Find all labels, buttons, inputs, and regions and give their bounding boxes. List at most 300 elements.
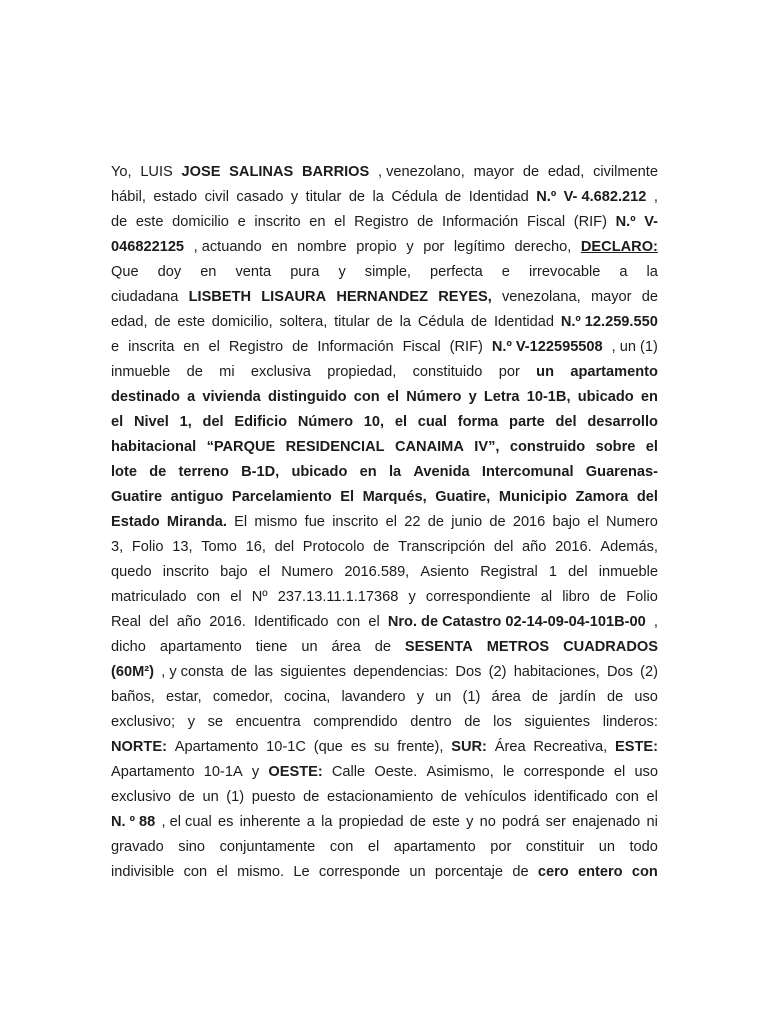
bold-text-segment: cero bbox=[537, 864, 569, 880]
bold-text-segment: apartamento bbox=[570, 364, 658, 380]
text-segment: exclusiva bbox=[250, 364, 311, 380]
text-segment: la bbox=[399, 314, 412, 330]
bold-text-segment: OESTE: bbox=[268, 764, 323, 780]
text-segment: mayor bbox=[590, 289, 632, 305]
text-line bbox=[111, 685, 658, 710]
text-segment: le bbox=[503, 764, 515, 780]
bold-text-segment: V- 4.682.212 bbox=[563, 189, 647, 205]
bold-text-segment: ubicado bbox=[577, 389, 634, 405]
text-segment: enajenado bbox=[572, 814, 641, 830]
text-segment: del bbox=[274, 539, 295, 555]
text-segment: es bbox=[218, 814, 234, 830]
text-segment: mayor bbox=[473, 164, 515, 180]
text-segment: de bbox=[292, 339, 309, 355]
text-line bbox=[111, 660, 658, 685]
bold-text-segment: y bbox=[468, 389, 477, 405]
bold-text-segment: habitacional bbox=[111, 439, 197, 455]
bold-text-segment: Avenida bbox=[413, 464, 470, 480]
text-segment: siguientes bbox=[524, 714, 591, 730]
bold-text-segment: ESTE: bbox=[615, 739, 658, 755]
text-segment: podrá bbox=[502, 814, 540, 830]
text-segment: 3, bbox=[111, 539, 124, 555]
bold-text-segment: sobre bbox=[595, 439, 636, 455]
text-segment: corresponde bbox=[318, 864, 401, 880]
text-segment: apartamento bbox=[393, 839, 476, 855]
text-segment: con bbox=[336, 614, 361, 630]
text-line bbox=[111, 510, 658, 535]
text-segment: Nº bbox=[251, 589, 268, 605]
text-segment: LUIS bbox=[140, 164, 173, 180]
text-segment: 16, bbox=[245, 539, 266, 555]
text-segment: del bbox=[149, 614, 169, 630]
text-segment: , el cual bbox=[161, 814, 212, 830]
text-segment: baños, bbox=[111, 689, 155, 705]
text-line bbox=[111, 235, 658, 260]
text-segment: (2) bbox=[640, 664, 658, 680]
bold-text-segment: del bbox=[555, 414, 577, 430]
text-line bbox=[111, 610, 658, 635]
bold-text-segment: NORTE: bbox=[111, 739, 167, 755]
text-segment: titular bbox=[334, 314, 370, 330]
bold-text-segment: REYES, bbox=[438, 289, 492, 305]
bold-text-segment: CANAIMA bbox=[394, 439, 464, 455]
bold-text-segment: forma bbox=[457, 414, 499, 430]
text-segment: uso bbox=[634, 764, 658, 780]
bold-text-segment: RESIDENCIAL bbox=[285, 439, 385, 455]
text-line bbox=[111, 535, 658, 560]
text-segment: Numero bbox=[606, 514, 658, 530]
text-segment: Registro bbox=[228, 339, 284, 355]
text-segment: sino bbox=[178, 839, 206, 855]
text-segment: nombre bbox=[297, 239, 347, 255]
text-segment: de bbox=[531, 689, 549, 705]
text-segment: por bbox=[498, 364, 520, 380]
bold-text-segment: V- bbox=[644, 214, 658, 230]
text-segment: Asimismo, bbox=[426, 764, 494, 780]
text-segment: uso bbox=[634, 689, 658, 705]
text-segment: de bbox=[512, 864, 529, 880]
bold-text-segment: BARRIOS bbox=[301, 164, 370, 180]
bold-text-segment: terreno bbox=[178, 464, 229, 480]
bold-text-segment: 10, bbox=[363, 414, 385, 430]
text-segment: edad, bbox=[111, 314, 148, 330]
bold-text-segment: del bbox=[202, 414, 224, 430]
bold-text-segment: N.º bbox=[615, 214, 636, 230]
text-segment: (RIF) bbox=[449, 339, 483, 355]
text-segment: indivisible bbox=[111, 864, 175, 880]
bold-text-segment: Letra bbox=[483, 389, 520, 405]
text-segment: frente), bbox=[397, 739, 444, 755]
bold-text-segment: Estado bbox=[111, 514, 160, 530]
text-segment: todo bbox=[629, 839, 658, 855]
text-segment: Real bbox=[111, 614, 142, 630]
text-segment: dentro bbox=[410, 714, 452, 730]
bold-text-segment: Miranda. bbox=[166, 514, 227, 530]
text-segment: el bbox=[613, 764, 626, 780]
text-segment: Identificado bbox=[253, 614, 329, 630]
text-segment: (1) bbox=[462, 689, 481, 705]
text-segment: un bbox=[202, 789, 219, 805]
text-segment: tiene bbox=[255, 639, 288, 655]
text-segment: (1) bbox=[226, 789, 245, 805]
text-segment: la bbox=[646, 264, 658, 280]
text-segment: Que bbox=[111, 264, 139, 280]
text-segment: inmueble bbox=[598, 564, 658, 580]
bold-text-segment: el bbox=[645, 439, 658, 455]
text-segment: Área bbox=[494, 739, 526, 755]
text-segment: corresponde bbox=[523, 764, 605, 780]
bold-text-segment: N.º 12.259.550 bbox=[560, 314, 658, 330]
text-segment: este bbox=[135, 214, 164, 230]
text-segment: de bbox=[376, 314, 393, 330]
text-line bbox=[111, 335, 658, 360]
text-segment: 10-1C bbox=[266, 739, 306, 755]
text-segment: casado bbox=[236, 189, 284, 205]
text-segment: estacionamiento bbox=[326, 789, 434, 805]
bold-text-segment: Parcelamiento bbox=[231, 489, 332, 505]
text-segment: ciudadana bbox=[111, 289, 179, 305]
text-segment: de bbox=[522, 164, 540, 180]
text-segment: 1 bbox=[548, 564, 558, 580]
text-segment: del bbox=[568, 564, 588, 580]
bold-text-segment: Intercomunal bbox=[481, 464, 574, 480]
text-segment: Información bbox=[317, 339, 394, 355]
text-segment: (que bbox=[313, 739, 343, 755]
text-segment: 10-1A bbox=[203, 764, 243, 780]
bold-text-segment: DECLARO: bbox=[580, 239, 658, 255]
text-segment: este bbox=[432, 814, 460, 830]
bold-text-segment: cual bbox=[417, 414, 447, 430]
text-segment: dicho bbox=[111, 639, 146, 655]
text-segment: civil bbox=[204, 189, 229, 205]
text-segment: la bbox=[321, 814, 333, 830]
text-segment: porcentaje bbox=[434, 864, 504, 880]
text-line bbox=[111, 385, 658, 410]
bold-text-segment: desarrollo bbox=[587, 414, 658, 430]
text-segment: con bbox=[329, 839, 354, 855]
text-segment: comprendido bbox=[313, 714, 398, 730]
text-segment: en bbox=[183, 339, 200, 355]
text-segment: de bbox=[154, 314, 171, 330]
text-segment: Yo, bbox=[111, 164, 132, 180]
text-segment: el bbox=[646, 789, 658, 805]
text-segment: libro bbox=[562, 589, 590, 605]
text-segment: Transcripción bbox=[398, 539, 486, 555]
bold-text-segment: un bbox=[536, 364, 555, 380]
text-segment: gravado bbox=[111, 839, 164, 855]
text-segment: puesto bbox=[251, 789, 296, 805]
text-segment: un bbox=[435, 689, 452, 705]
text-segment: el bbox=[367, 839, 380, 855]
text-segment: de bbox=[470, 314, 488, 330]
text-line bbox=[111, 435, 658, 460]
text-segment: inscrito bbox=[332, 514, 379, 530]
text-segment: conjuntamente bbox=[219, 839, 316, 855]
text-segment: de bbox=[111, 214, 128, 230]
text-segment: Apartamento bbox=[111, 764, 195, 780]
text-line bbox=[111, 160, 658, 185]
text-segment: , bbox=[653, 189, 658, 205]
text-segment: Fiscal bbox=[526, 214, 566, 230]
text-segment: domicilio bbox=[172, 214, 229, 230]
text-segment: e bbox=[237, 214, 246, 230]
text-segment: las bbox=[254, 664, 274, 680]
text-segment: propiedad, bbox=[327, 364, 397, 380]
text-segment: por bbox=[490, 839, 512, 855]
text-line bbox=[111, 310, 658, 335]
text-segment: los bbox=[493, 714, 512, 730]
text-segment: de bbox=[606, 689, 624, 705]
text-segment: matriculado bbox=[111, 589, 187, 605]
text-segment: y bbox=[408, 589, 416, 605]
text-segment: de bbox=[464, 714, 481, 730]
text-segment: constituir bbox=[525, 839, 585, 855]
bold-text-segment: con bbox=[631, 864, 658, 880]
text-segment: propio bbox=[356, 239, 397, 255]
text-segment: el bbox=[334, 214, 346, 230]
text-line bbox=[111, 810, 658, 835]
text-segment: mismo. bbox=[237, 864, 285, 880]
text-line bbox=[111, 835, 658, 860]
text-segment: de bbox=[641, 289, 658, 305]
text-line bbox=[111, 710, 658, 735]
text-segment: dependencias: bbox=[353, 664, 449, 680]
text-segment: e bbox=[111, 339, 120, 355]
text-segment: es bbox=[350, 739, 367, 755]
text-line bbox=[111, 635, 658, 660]
text-segment: Protocolo bbox=[302, 539, 365, 555]
text-segment: exclusivo bbox=[111, 789, 172, 805]
bold-text-segment: Guatire bbox=[111, 489, 163, 505]
text-line bbox=[111, 285, 658, 310]
text-segment: Folio bbox=[131, 539, 164, 555]
text-segment: inherente bbox=[239, 814, 301, 830]
bold-text-segment: CUADRADOS bbox=[563, 639, 658, 655]
text-segment: Fiscal bbox=[402, 339, 441, 355]
text-segment: Apartamento bbox=[174, 739, 259, 755]
bold-text-segment: antiguo bbox=[170, 489, 224, 505]
text-segment: (2) bbox=[488, 664, 507, 680]
text-segment: comedor, bbox=[212, 689, 273, 705]
text-segment: año bbox=[522, 539, 547, 555]
text-segment: área bbox=[491, 689, 521, 705]
bold-text-segment: Edificio bbox=[234, 414, 288, 430]
text-line bbox=[111, 485, 658, 510]
text-segment: e bbox=[501, 264, 510, 280]
text-segment: mi bbox=[219, 364, 235, 380]
text-line bbox=[111, 785, 658, 810]
bold-text-segment: El bbox=[340, 489, 355, 505]
text-segment: con bbox=[615, 789, 639, 805]
text-segment: Numero bbox=[281, 564, 334, 580]
text-segment: de bbox=[427, 514, 444, 530]
text-segment: y bbox=[187, 714, 195, 730]
bold-text-segment: parte bbox=[509, 414, 545, 430]
text-segment: linderos: bbox=[602, 714, 658, 730]
bold-text-segment: HERNANDEZ bbox=[336, 289, 428, 305]
text-segment: a bbox=[306, 814, 315, 830]
text-segment: y bbox=[416, 689, 424, 705]
text-segment: de bbox=[445, 189, 462, 205]
text-segment: con bbox=[183, 864, 208, 880]
text-segment: el bbox=[230, 589, 242, 605]
text-segment: vehículos bbox=[464, 789, 527, 805]
text-segment: pura bbox=[290, 264, 320, 280]
text-segment: de bbox=[230, 664, 248, 680]
text-line bbox=[111, 585, 658, 610]
text-segment: habitaciones, bbox=[513, 664, 600, 680]
bold-text-segment: ubicado bbox=[291, 464, 348, 480]
text-segment: 2016 bbox=[512, 514, 546, 530]
text-segment: de bbox=[186, 364, 203, 380]
text-segment: inmueble bbox=[111, 364, 171, 380]
text-segment: Registro bbox=[354, 214, 409, 230]
bold-text-segment: Zamora bbox=[575, 489, 629, 505]
text-segment: estar, bbox=[165, 689, 202, 705]
text-segment: Le bbox=[293, 864, 310, 880]
text-segment: no bbox=[479, 814, 496, 830]
bold-text-segment: entero bbox=[578, 864, 623, 880]
bold-text-segment: en bbox=[640, 389, 658, 405]
text-segment: , actuando bbox=[193, 239, 262, 255]
text-segment: y bbox=[251, 764, 260, 780]
text-segment: y bbox=[290, 189, 299, 205]
document-body bbox=[111, 160, 658, 885]
bold-text-segment: vivienda bbox=[202, 389, 261, 405]
text-segment: ser bbox=[545, 814, 566, 830]
bold-text-segment: el bbox=[111, 414, 124, 430]
text-segment: su bbox=[373, 739, 390, 755]
bold-text-segment: Marqués, bbox=[362, 489, 427, 505]
text-segment: , bbox=[653, 614, 658, 630]
text-segment: 2016. bbox=[209, 614, 246, 630]
text-segment: , un (1) bbox=[611, 339, 658, 355]
bold-text-segment: SUR: bbox=[451, 739, 487, 755]
text-segment: de bbox=[599, 589, 617, 605]
bold-text-segment: JOSE bbox=[181, 164, 221, 180]
text-segment: exclusivo; bbox=[111, 714, 176, 730]
text-segment: Además, bbox=[600, 539, 658, 555]
bold-text-segment: N.º bbox=[536, 189, 557, 205]
bold-text-segment: de bbox=[149, 464, 167, 480]
text-segment: al bbox=[540, 589, 553, 605]
text-segment: Información bbox=[442, 214, 519, 230]
text-line bbox=[111, 860, 658, 885]
text-line bbox=[111, 560, 658, 585]
text-segment: doy bbox=[157, 264, 182, 280]
text-segment: perfecta bbox=[430, 264, 483, 280]
text-segment: y bbox=[466, 814, 474, 830]
text-segment: Cédula bbox=[391, 189, 438, 205]
text-segment: junio bbox=[451, 514, 483, 530]
bold-text-segment: 1, bbox=[179, 414, 192, 430]
bold-text-segment: Nivel bbox=[133, 414, 169, 430]
bold-text-segment: distinguido bbox=[267, 389, 347, 405]
bold-text-segment: LISAURA bbox=[261, 289, 327, 305]
text-segment: de bbox=[303, 789, 320, 805]
text-segment: Asiento bbox=[420, 564, 470, 580]
bold-text-segment: SALINAS bbox=[229, 164, 294, 180]
bold-text-segment: Municipio bbox=[498, 489, 567, 505]
text-segment: Dos bbox=[606, 664, 633, 680]
bold-text-segment: LISBETH bbox=[188, 289, 252, 305]
text-segment: identificado bbox=[533, 789, 608, 805]
text-segment: Oeste. bbox=[374, 764, 418, 780]
text-segment: siguientes bbox=[280, 664, 346, 680]
text-segment: el bbox=[208, 339, 220, 355]
text-line bbox=[111, 735, 658, 760]
text-segment: de bbox=[409, 814, 427, 830]
text-segment: simple, bbox=[364, 264, 411, 280]
text-segment: Calle bbox=[331, 764, 366, 780]
text-segment: venta bbox=[235, 264, 272, 280]
text-segment: inscrito bbox=[162, 564, 209, 580]
text-segment: apartamento bbox=[159, 639, 242, 655]
bold-text-segment: 046822125 bbox=[111, 239, 185, 255]
text-line bbox=[111, 760, 658, 785]
text-segment: y bbox=[406, 239, 414, 255]
text-line bbox=[111, 460, 658, 485]
text-segment: irrevocable bbox=[528, 264, 601, 280]
text-segment: cocina, bbox=[284, 689, 331, 705]
text-segment: derecho, bbox=[514, 239, 572, 255]
text-segment: 22 bbox=[404, 514, 421, 530]
text-segment: titular bbox=[305, 189, 342, 205]
text-segment: , venezolano, bbox=[378, 164, 465, 180]
text-segment: Cédula bbox=[417, 314, 465, 330]
text-segment: bajo bbox=[552, 514, 581, 530]
bold-text-segment: Número bbox=[297, 414, 353, 430]
bold-text-segment: destinado bbox=[111, 389, 180, 405]
text-segment: lavandero bbox=[341, 689, 406, 705]
text-segment: por bbox=[423, 239, 445, 255]
text-segment: fue bbox=[304, 514, 325, 530]
text-segment: del bbox=[493, 539, 514, 555]
text-segment: civilmente bbox=[593, 164, 658, 180]
text-segment: El bbox=[234, 514, 248, 530]
text-segment: año bbox=[176, 614, 202, 630]
bold-text-segment: Número bbox=[406, 389, 462, 405]
text-segment: Registral bbox=[480, 564, 538, 580]
text-segment: de bbox=[417, 214, 434, 230]
text-line bbox=[111, 185, 658, 210]
text-segment: un bbox=[598, 839, 615, 855]
text-segment: este bbox=[177, 314, 205, 330]
bold-text-segment: a bbox=[187, 389, 196, 405]
text-segment: 2016.589, bbox=[344, 564, 410, 580]
text-segment: constituido bbox=[412, 364, 483, 380]
bold-text-segment: N.º V-122595508 bbox=[491, 339, 603, 355]
text-segment: de bbox=[178, 789, 195, 805]
text-segment: en bbox=[309, 214, 326, 230]
bold-text-segment: SESENTA bbox=[404, 639, 473, 655]
text-segment: se bbox=[207, 714, 224, 730]
text-segment: (RIF) bbox=[573, 214, 607, 230]
text-segment: el bbox=[368, 614, 380, 630]
text-segment: encuentra bbox=[235, 714, 301, 730]
text-segment: edad, bbox=[547, 164, 585, 180]
text-segment: un bbox=[409, 864, 426, 880]
bold-text-segment: Guatire, bbox=[435, 489, 491, 505]
text-segment: a bbox=[619, 264, 628, 280]
bold-text-segment: “PARQUE bbox=[206, 439, 276, 455]
bold-text-segment: IV”, bbox=[474, 439, 500, 455]
bold-text-segment: Guarenas- bbox=[585, 464, 658, 480]
text-segment: mismo bbox=[254, 514, 298, 530]
text-segment: Folio bbox=[626, 589, 658, 605]
text-segment: el bbox=[587, 514, 599, 530]
text-segment: correspondiente bbox=[425, 589, 531, 605]
